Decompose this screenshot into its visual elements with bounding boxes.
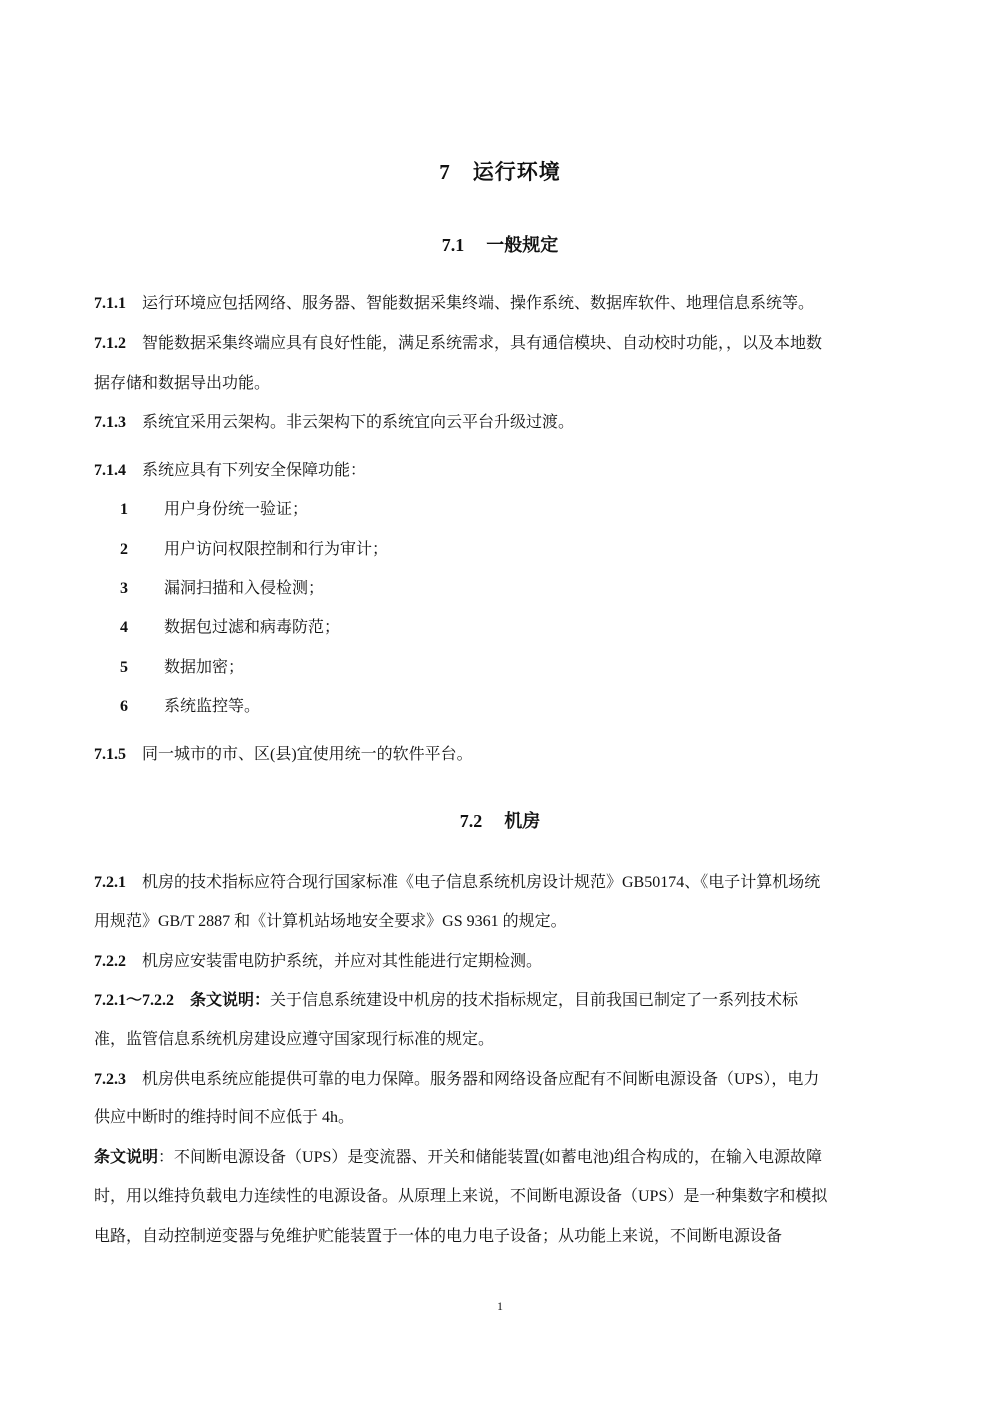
- clause-number: 7.1.3: [94, 414, 126, 431]
- explanation-7-2-1-7-2-2: [94, 989, 914, 1013]
- section-7-2-number: 7.2: [459, 811, 483, 831]
- list-item: [120, 616, 940, 640]
- list-item: [120, 498, 940, 522]
- explanation-7-2-3: [94, 1146, 914, 1170]
- explanation-text-continued: 时，用以维持负载电力连续性的电源设备。从原理上来说，不间断电源设备（UPS）是一种集数字和模拟: [94, 1188, 828, 1205]
- clause-7-1-4: [94, 459, 914, 483]
- section-7-1-number: 7.1: [441, 235, 465, 255]
- list-item-number: 2: [120, 541, 128, 558]
- explanation-range: 7.2.1～7.2.2: [94, 992, 175, 1009]
- page-number: 1: [497, 1299, 503, 1313]
- clause-7-2-2: [94, 950, 914, 974]
- explanation-text: ：不间断电源设备（UPS）是变流器、开关和储能装置(如蓄电池)组合构成的，在输入电源故障: [158, 1149, 823, 1166]
- clause-number: 7.1.4: [94, 462, 126, 479]
- section-7-2-title: [0, 807, 1000, 833]
- explanation-label: 条文说明: [94, 1149, 159, 1166]
- clause-number: 7.1.5: [94, 746, 126, 763]
- list-item-number: 5: [120, 659, 128, 676]
- list-item-number: 1: [120, 501, 128, 518]
- list-item-text: 数据加密；: [164, 659, 245, 676]
- clause-text: 系统宜采用云架构。非云架构下的系统宜向云平台升级过渡。: [142, 414, 575, 431]
- explanation-7-2-1-cont: [94, 1028, 914, 1052]
- clause-text-continued: 用规范》GB/T 2887 和《计算机站场地安全要求》GS 9361 的规定。: [94, 913, 567, 930]
- section-7-1-title-text: 一般规定: [486, 235, 559, 255]
- explanation-label: 条文说明：: [190, 992, 271, 1009]
- explanation-text: 关于信息系统建设中机房的技术指标规定，目前我国已制定了一系列技术标: [270, 992, 799, 1009]
- explanation-7-2-3-cont: [94, 1185, 914, 1209]
- clause-text: 机房应安装雷电防护系统，并应对其性能进行定期检测。: [142, 953, 543, 970]
- clause-text-continued: 据存储和数据导出功能。: [94, 375, 271, 392]
- clause-number: 7.2.2: [94, 953, 126, 970]
- clause-text: 智能数据采集终端应具有良好性能，满足系统需求，具有通信模块、自动校时功能，，以及本地数: [142, 335, 823, 352]
- clause-text: 机房供电系统应能提供可靠的电力保障。服务器和网络设备应配有不间断电源设备（UPS），电力: [142, 1071, 820, 1088]
- list-item-text: 用户访问权限控制和行为审计；: [164, 541, 389, 558]
- clause-7-1-2-cont: [94, 372, 914, 396]
- chapter-title: [0, 156, 1000, 186]
- clause-number: 7.1.2: [94, 335, 126, 352]
- section-7-1-title: [0, 231, 1000, 257]
- list-item-number: 6: [120, 698, 128, 715]
- explanation-text-continued: 电路，自动控制逆变器与免维护贮能装置于一体的电力电子设备；从功能上来说，不间断电源设备: [94, 1228, 783, 1245]
- list-item-number: 3: [120, 580, 128, 597]
- clause-7-1-1: [94, 292, 914, 316]
- clause-number: 7.2.1: [94, 874, 126, 891]
- clause-text: 机房的技术指标应符合现行国家标准《电子信息系统机房设计规范》GB50174、《电子计算机场统: [142, 874, 821, 891]
- clause-number: 7.2.3: [94, 1071, 126, 1088]
- list-item-text: 漏洞扫描和入侵检测；: [164, 580, 325, 597]
- clause-text-continued: 供应中断时的维持时间不应低于 4h。: [94, 1109, 355, 1126]
- explanation-text-continued: 准，监管信息系统机房建设应遵守国家现行标准的规定。: [94, 1031, 495, 1048]
- clause-7-2-1: [94, 871, 914, 895]
- list-item-text: 用户身份统一验证；: [164, 501, 309, 518]
- list-item: [120, 538, 940, 562]
- list-item: [120, 577, 940, 601]
- clause-number: 7.1.1: [94, 295, 126, 312]
- chapter-title-text: 运行环境: [472, 160, 561, 184]
- clause-7-1-5: [94, 743, 914, 767]
- chapter-number: 7: [439, 160, 451, 184]
- clause-7-2-3-cont: [94, 1106, 914, 1130]
- clause-7-2-1-cont: [94, 910, 914, 934]
- explanation-7-2-3-cont2: [94, 1225, 914, 1249]
- clause-text: 运行环境应包括网络、服务器、智能数据采集终端、操作系统、数据库软件、地理信息系统等。: [142, 295, 815, 312]
- clause-7-2-3: [94, 1068, 914, 1092]
- list-item-number: 4: [120, 619, 128, 636]
- clause-7-1-2: [94, 332, 914, 356]
- clause-text: 系统应具有下列安全保障功能：: [142, 462, 367, 479]
- list-item-text: 系统监控等。: [164, 698, 261, 715]
- list-item-text: 数据包过滤和病毒防范；: [164, 619, 341, 636]
- list-item: [120, 695, 940, 719]
- clause-7-1-3: [94, 411, 914, 435]
- clause-text: 同一城市的市、区(县)宜使用统一的软件平台。: [142, 746, 473, 763]
- section-7-2-title-text: 机房: [504, 811, 541, 831]
- list-item: [120, 656, 940, 680]
